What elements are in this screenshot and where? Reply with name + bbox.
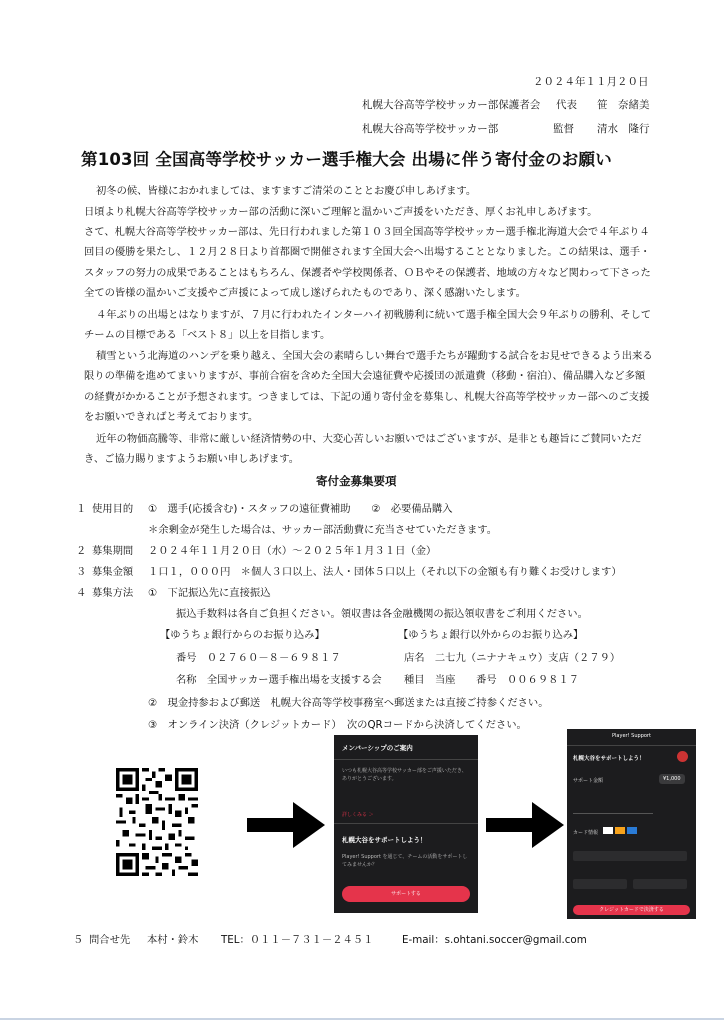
- arrow-right-icon: [247, 802, 325, 848]
- paragraph-closing: 近年の物価高騰等、非常に厳しい経済情勢の中、大変心苦しいお願いではございますが、是非とも趣旨にご賛同いただき、ご協力賜りますようお願い申しあげます。: [84, 433, 642, 466]
- item1-number: １: [76, 503, 87, 515]
- bank-branch: 店名 二七九（ニナナキュウ）支店（２７９）: [404, 652, 621, 664]
- contact-tel: TEL：０１１－７３１－２４５１: [221, 934, 374, 946]
- card-expiry-field[interactable]: [573, 879, 627, 889]
- card-number-field[interactable]: [573, 851, 687, 861]
- bank-right-heading: 【ゆうちょ銀行以外からのお振り込み】: [398, 629, 584, 641]
- item2-number: ２: [76, 545, 87, 557]
- section-title: 寄付金募集要項: [316, 474, 397, 488]
- membership-text: いつも札幌大谷高等学校サッカー部をご声援いただき、ありがとうございます。: [342, 768, 467, 782]
- item4-number: ４: [76, 587, 87, 599]
- item1-label: 使用目的: [92, 503, 134, 515]
- team-avatar: [677, 751, 688, 762]
- card-brand-icons: [603, 827, 637, 836]
- support-title: 札幌大谷をサポートしよう！: [342, 836, 427, 844]
- email-field[interactable]: [573, 799, 653, 814]
- item4-label: 募集方法: [92, 587, 134, 599]
- paragraph-greeting: 初冬の候、皆様におかれましては、ますますご清栄のこととお慶び申しあげます。: [96, 185, 477, 197]
- pay-button[interactable]: クレジットカードで決済する: [573, 905, 690, 915]
- sender-name-1: 笹 奈緒美: [597, 99, 650, 111]
- card-cvc-field[interactable]: [633, 879, 687, 889]
- method1-note: 振込手数料は各自ご負担ください。領収書は各金融機関の振込領収書をご利用ください。: [176, 608, 588, 620]
- contact-number: ５: [73, 934, 84, 946]
- paragraph-goal: ４年ぶりの出場とはなりますが、７月に行われたインターハイ初戦勝利に続いて選手権全国大会９年ぶりの勝利、そしてチームの目標である「ベスト８」以上を目指します。: [84, 309, 652, 342]
- membership-divider: [334, 759, 478, 760]
- contact-label: 問合せ先: [89, 934, 131, 946]
- item2-value: ２０２４年１１月２０日（水）～２０２５年１月３１日（金）: [148, 545, 437, 557]
- paragraph-request: 積雪という北海道のハンデを乗り越え、全国大会の素晴らしい舞台で選手たちが躍動する試合をお見せできるよう出来る限りの準備を進めてまいりますが、事前合宿を含めた全国大会遠征費や応援団の派遣費（移動・宿泊）、備品購入など多額の経費がかかることが予想されます。つきましては、下記の通り寄付金を募集し、札幌大谷高等学校サッカー部へのご支援をお願いできればと考えております。: [84, 350, 653, 423]
- bank-number: 番号 ０２７６０－８－６９８１７: [176, 652, 341, 664]
- contact-names: 本村・鈴木: [147, 934, 199, 946]
- page-edge: [0, 1018, 724, 1020]
- visa-icon: [603, 827, 613, 834]
- payment-header-divider: [567, 745, 696, 746]
- qr-code[interactable]: [116, 768, 198, 876]
- amount-value[interactable]: ¥1,000: [659, 774, 685, 784]
- arrow-right-icon: [486, 802, 564, 848]
- paragraph-thanks: 日頃より札幌大谷高等学校サッカー部の活動に深いご理解と温かいご声援をいただき、厚くお礼申しあげます。: [84, 206, 598, 218]
- membership-title: メンバーシップのご案内: [342, 744, 413, 752]
- sender-role-1: 代表: [556, 99, 577, 111]
- item1-note: ＊余剰金が発生した場合は、サッカー部活動費に充当させていただきます。: [148, 524, 498, 536]
- document-title: 第103回 全国高等学校サッカー選手権大会 出場に伴う寄付金のお願い: [81, 150, 612, 169]
- method2: ② 現金持参および郵送 札幌大谷高等学校事務室へ郵送または直接ご持参ください。: [148, 697, 549, 709]
- contact-email[interactable]: E-mail：s.ohtani.soccer@gmail.com: [402, 934, 587, 946]
- mastercard-icon: [615, 827, 625, 834]
- bank-left-heading: 【ゆうちょ銀行からのお振り込み】: [160, 629, 325, 641]
- item3-number: ３: [76, 566, 87, 578]
- card-label: カード情報: [573, 830, 599, 836]
- paragraph-result: さて、札幌大谷高等学校サッカー部は、先日行われました第１０３回全国高等学校サッカー選手権北海道大会で４年ぶり４回目の優勝を果たし、１２月２８日より首都圏で開催されます全国大会へ出場することとなりました。この結果は、選手・スタッフの努力の成果であることはもちろん、保護者や学校関係者、ＯＢやその保護者、地域の方々など関わって下さった全ての皆様の温かいご支援やご声援によって成し遂げられたものであり、深く感謝いたします。: [84, 226, 651, 299]
- payment-title: 札幌大谷をサポートしよう！: [573, 756, 645, 762]
- support-text: Player! Support を通じて、チームの活動をサポートしてみませんか？: [342, 854, 468, 868]
- method3: ③ オンライン決済（クレジットカード） 次のQRコードから決済してください。: [148, 719, 527, 731]
- bank-account-name: 名称 全国サッカー選手権出場を支援する会: [176, 674, 382, 686]
- sender-org-1: 札幌大谷高等学校サッカー部保護者会: [362, 99, 541, 111]
- item1-value: ① 選手(応援含む)・スタッフの遠征費補助 ② 必要備品購入: [148, 503, 453, 515]
- payment-screenshot: [567, 729, 696, 919]
- item2-label: 募集期間: [92, 545, 134, 557]
- payment-header: Player! Support: [612, 733, 651, 739]
- bank-account: 種目 当座 番号 ００６９８１７: [404, 674, 580, 686]
- membership-divider-2: [334, 823, 478, 824]
- item3-label: 募集金額: [92, 566, 134, 578]
- sender-role-2: 監督: [553, 123, 574, 135]
- document-date: ２０２４年１１月２０日: [533, 76, 649, 88]
- method1: ① 下記振込先に直接振込: [148, 587, 271, 599]
- sender-org-2: 札幌大谷高等学校サッカー部: [362, 123, 499, 135]
- item3-value: １口１，０００円 ＊個人３口以上、法人・団体５口以上（それ以下の金額も有り難くお受けします）: [148, 566, 622, 578]
- membership-link[interactable]: 詳しくみる ＞: [342, 812, 374, 818]
- support-button[interactable]: サポートする: [342, 886, 470, 902]
- amex-icon: [627, 827, 637, 834]
- amount-label: サポート金額: [573, 778, 604, 784]
- membership-screenshot: [334, 735, 478, 913]
- sender-name-2: 清水 隆行: [597, 123, 650, 135]
